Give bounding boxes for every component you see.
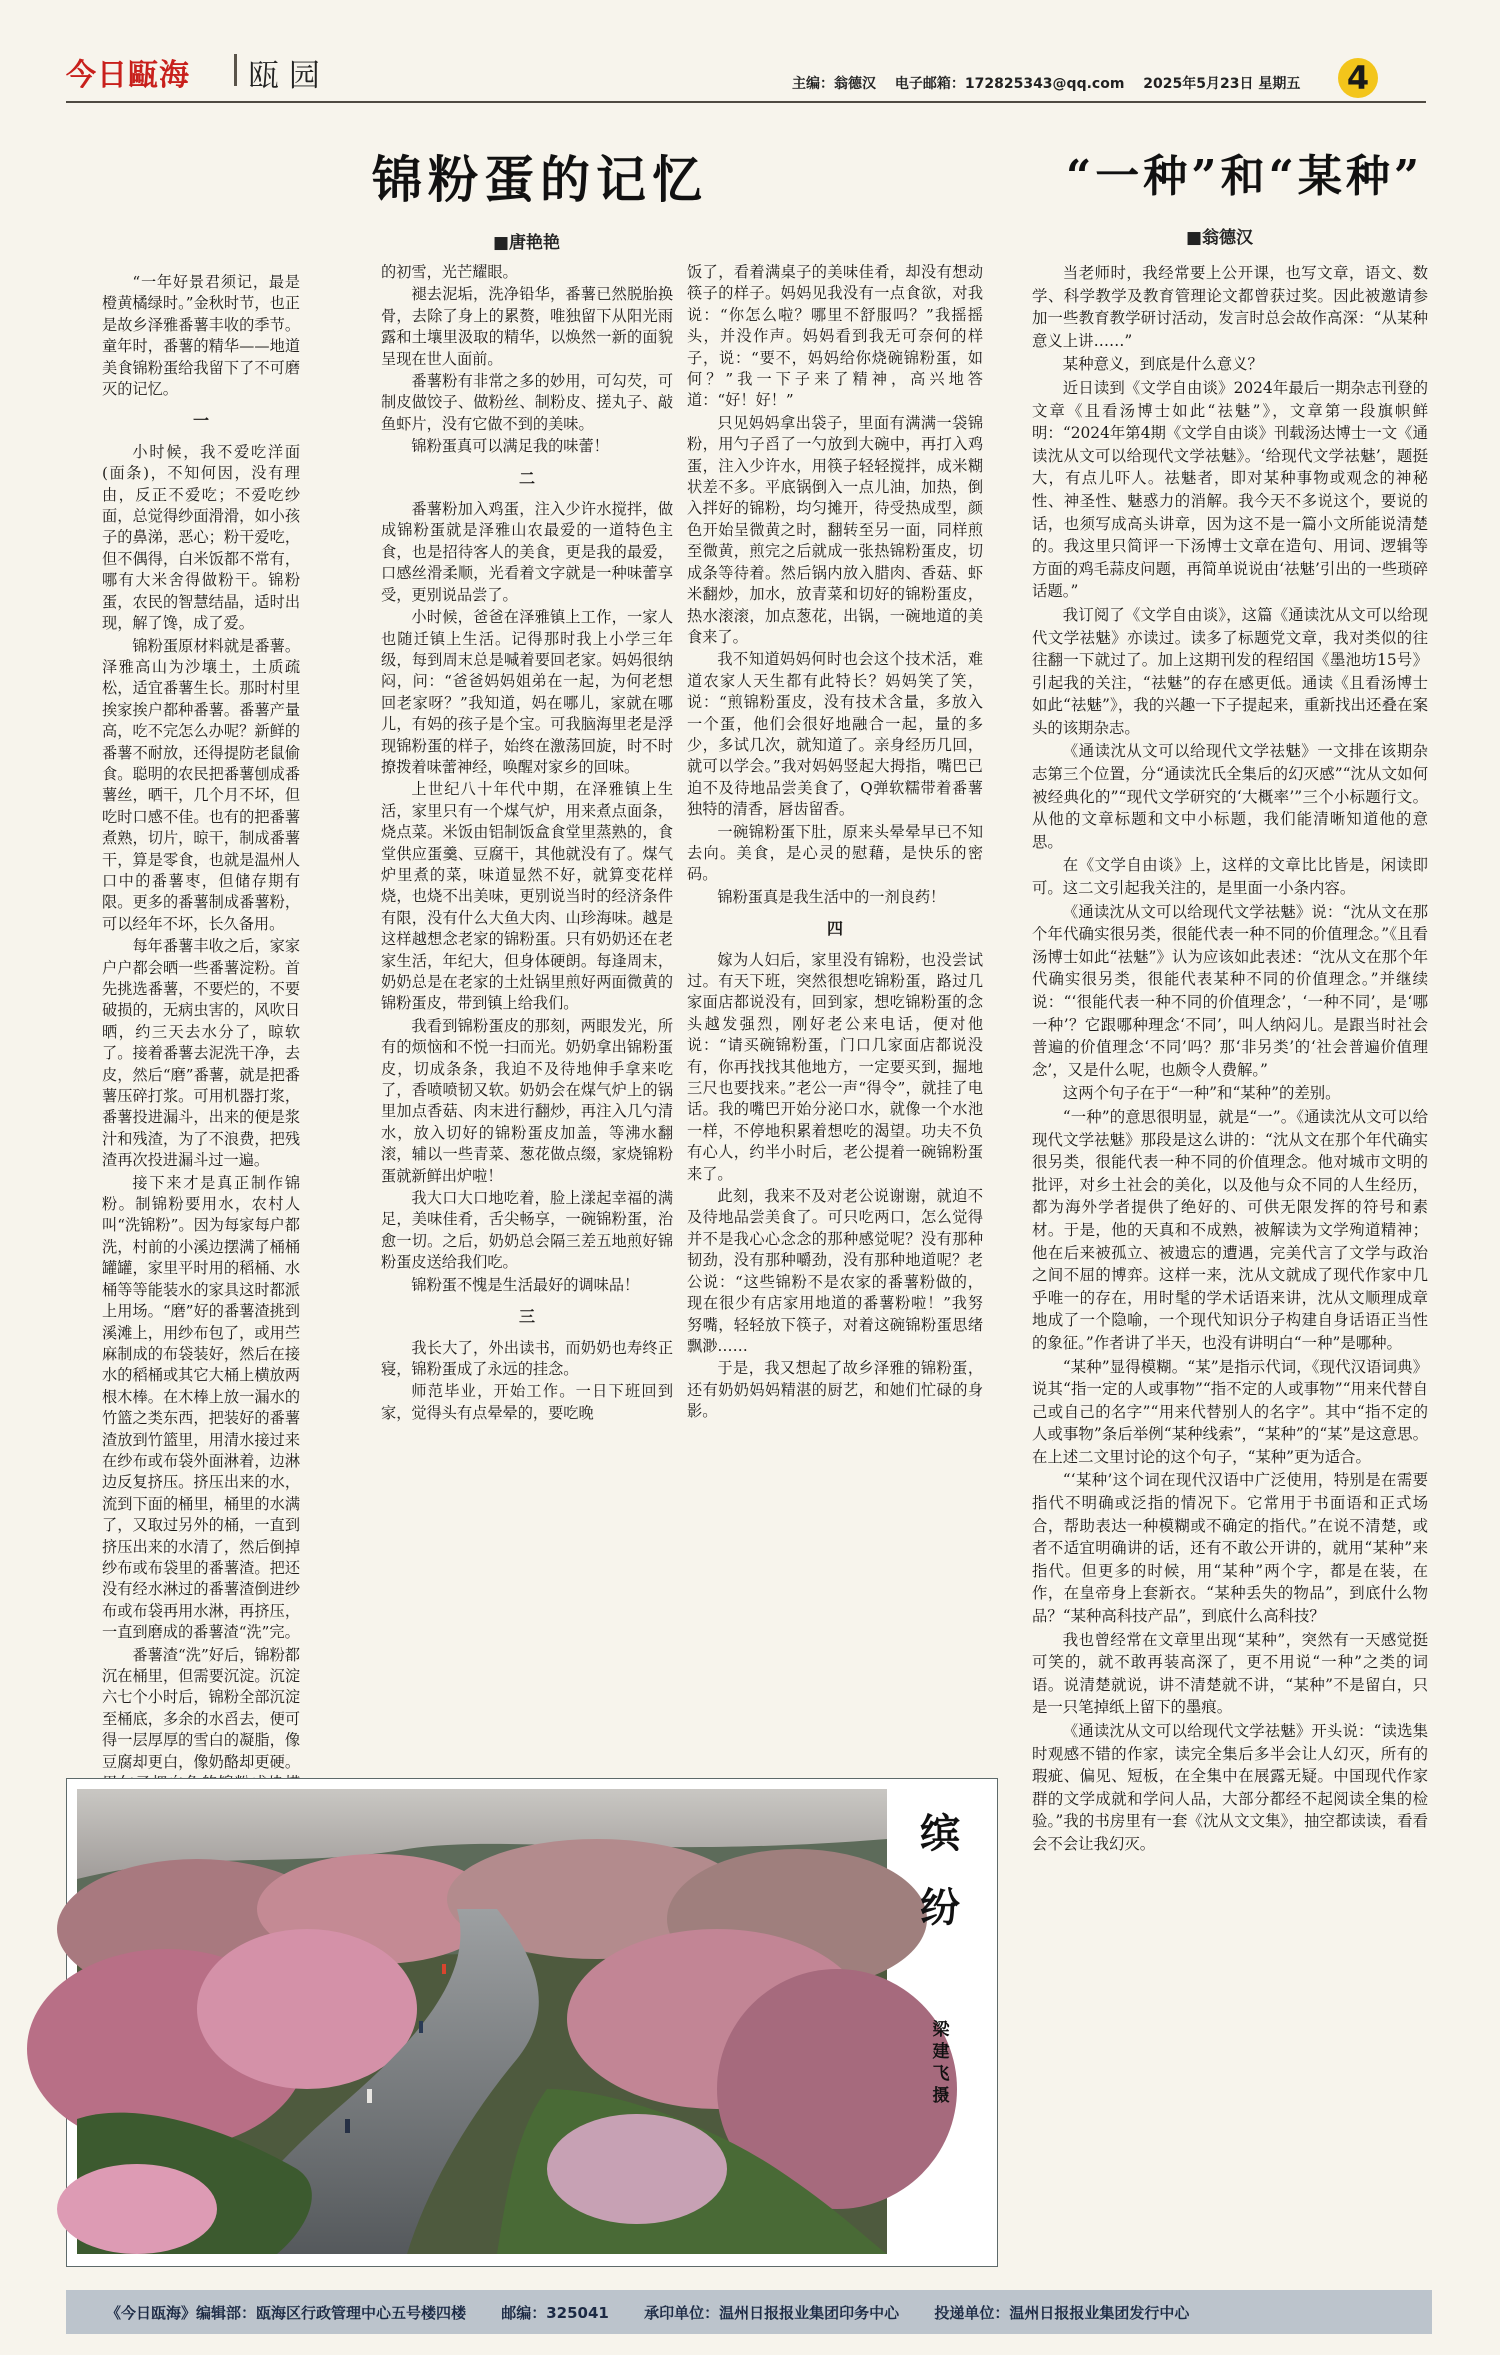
article1-byline: ■唐艳艳	[493, 233, 561, 253]
paragraph: 于是，我又想起了故乡泽雅的锦粉蛋，还有奶奶妈妈精湛的厨艺，和她们忙碌的身影。	[687, 1359, 983, 1421]
paragraph: “‘某种’这个词在现代汉语中广泛使用，特别是在需要指代不明确或泛指的情况下。它常用于书面语和正式场合，帮助表达一种模糊或不确定的指代。”在说不清楚，或者不适宜明确讲的话，还有不敢公开讲的，就用“某种”来指代。但更多的时候，用“某种”两个字，都是在装，在作，在皇帝身上套新衣。“某种丢失的物品”，到底什么物品？“某种高科技产品”，到底什么高科技？	[1032, 1471, 1428, 1626]
section-numeral: 一	[192, 411, 209, 431]
paragraph: 接下来才是真正制作锦粉。制锦粉要用水，农村人叫“洗锦粉”。因为每家每户都洗，村前的小溪边摆满了桶桶罐罐，家里平时用的稻桶、水桶等等能装水的家具这时都派上用场。“磨”好的番薯渣挑到溪滩上，用纱布包了，或用苎麻制成的布袋装好，然后在接水的稻桶或其它大桶上横放两根木棒。在木棒上放一漏水的竹篮之类东西，把装好的番薯渣放到竹篮里，用清水接过来在纱布或布袋外面淋着，边淋边反复挤压。挤压出来的水，流到下面的桶里，桶里的水满了，又取过另外的桶，一直到挤压出来的水清了，然后倒掉纱布或布袋里的番薯渣。把还没有经水淋过的番薯渣倒进纱布或布袋再用水淋，再挤压，一直到磨成的番薯渣“洗”完。	[102, 1173, 300, 1642]
footer-bar	[66, 2290, 1432, 2334]
article1-title: 锦粉蛋的记忆	[372, 150, 708, 209]
paragraph: 此刻，我来不及对老公说谢谢，就迫不及待地品尝美食了。可只吃两口，怎么觉得并不是我心心念念的那种感觉呢？没有那种韧劲，没有那种嚼劲，没有那种地道呢？老公说：“这些锦粉不是农家的番薯粉做的，现在很少有店家用地道的番薯粉啦！”我努努嘴，轻轻放下筷子，对着这碗锦粉蛋思绪飘渺……	[687, 1187, 983, 1355]
paragraph: 《通读沈从文可以给现代文学祛魅》开头说：“读选集时观感不错的作家，读完全集后多半会让人幻灭，所有的瑕疵、偏见、短板，在全集中在展露无疑。中国现代作家群的文学成就和学问人品，大部分都经不起阅读全集的检验。”我的书房里有一套《沈从文文集》，抽空都读读，看看会不会让我幻灭。	[1032, 1722, 1428, 1853]
article1-column-1	[102, 272, 300, 1771]
paper-logo: 今日甌海	[66, 58, 190, 93]
paragraph: 当老师时，我经常要上公开课，也写文章，语文、数学、科学教学及教育管理论文都曾获过奖。因此被邀请参加一些教育教学研讨活动，发言时总会故作高深：“从某种意义上讲……”	[1032, 264, 1428, 350]
paragraph: 我大口大口地吃着，脸上漾起幸福的满足，美味佳肴，舌尖畅享，一碗锦粉蛋，治愈一切。之后，奶奶总会隔三差五地煎好锦粉蛋皮送给我们吃。	[381, 1189, 673, 1272]
paragraph: 的初雪，光芒耀眼。	[381, 263, 518, 281]
paragraph: 一碗锦粉蛋下肚，原来头晕晕早已不知去向。美食，是心灵的慰藉，是快乐的密码。	[687, 822, 983, 884]
paragraph: 每年番薯丰收之后，家家户户都会晒一些番薯淀粉。首先挑选番薯，不要烂的，不要破损的，无病虫害的，风吹日晒，约三天去水分了，晾软了。接着番薯去泥洗干净，去皮，然后“磨”番薯，就是把番薯压碎打浆。可用机器打浆，番薯投进漏斗，出来的便是浆汁和残渣，为了不浪费，把残渣再次投进漏斗过一遍。	[102, 937, 300, 1170]
footer-editorial: 《今日瓯海》编辑部：瓯海区行政管理中心五号楼四楼	[106, 2304, 467, 2322]
header-info	[792, 73, 1314, 93]
article2-title: “一种”和“某种”	[1066, 151, 1424, 202]
email-label: 电子邮箱：172825343@qq.com	[894, 76, 1125, 92]
masthead-divider	[234, 54, 237, 86]
paragraph: “一种”的意思很明显，就是“一”。《通读沈从文可以给现代文学祛魅》那段是这么讲的：“沈从文在那个年代确实很另类，很能代表一种不同的价值理念。他对城市文明的批评，对乡土社会的美化，以及他与众不同的人生经历，都为海外学者提供了绝好的、可供无限发挥的符号和素材。于是，他的天真和不成熟，被解读为文学殉道精神；他在后来被孤立、被遗忘的遭遇，完美代言了文学与政治之间不屈的博弈。这样一来，沈从文就成了现代作家中几乎唯一的存在，用时髦的学术话语来讲，沈从文顺理成章地成了一个隐喻，一个现代知识分子构建自身话语正当性的象征。”作者讲了半天，也没有讲明白“一种”是哪种。	[1032, 1107, 1428, 1352]
paragraph: 番薯粉加入鸡蛋，注入少许水搅拌，做成锦粉蛋就是泽雅山农最爱的一道特色主食，也是招待客人的美食，更是我的最爱，口感丝滑柔顺，光看着文字就是一种味蕾享受，更别说品尝了。	[381, 500, 673, 604]
paragraph: 小时候，我不爱吃洋面(面条)，不知何因，没有理由，反正不爱吃；不爱吃纱面，总觉得纱面滑滑，如小孩子的鼻涕，恶心；粉干爱吃，但不偶得，白米饭都不常有，哪有大米舍得做粉干。锦粉蛋，农民的智慧结晶，适时出现，解了馋，成了爱。	[102, 442, 300, 633]
footer-distributor: 投递单位：温州日报报业集团发行中心	[934, 2304, 1190, 2322]
paragraph: 小时候，爸爸在泽雅镇上工作，一家人也随迁镇上生活。记得那时我上小学三年级，每到周末总是喊着要回老家。妈妈很纳闷，问：“爸爸妈妈姐弟在一起，为何老想回老家呀？”我知道，妈在哪儿，家就在哪儿，有妈的孩子是个宝。可我脑海里老是浮现锦粉蛋的样子，始终在激荡回旋，时不时撩拨着味蕾神经，唤醒对家乡的回味。	[381, 608, 673, 776]
section-numeral: 四	[826, 919, 843, 939]
section-numeral: 三	[518, 1307, 535, 1327]
footer-postcode: 邮编：325041	[501, 2304, 609, 2322]
paragraph: 褪去泥垢，洗净铅华，番薯已然脱胎换骨，去除了身上的累赘，唯独留下从阳光雨露和土壤里汲取的精华，以焕然一新的面貌呈现在世人面前。	[381, 285, 673, 368]
paragraph: 锦粉蛋原材料就是番薯。泽雅高山为沙壤土，土质疏松，适宜番薯生长。那时村里挨家挨户都种番薯。番薯产量高，吃不完怎么办呢？新鲜的番薯不耐放，还得提防老鼠偷食。聪明的农民把番薯刨成番薯丝，晒干，几个月不坏，但吃时口感不佳。也有的把番薯煮熟，切片，晾干，制成番薯干，算是零食，也就是温州人口中的番薯枣，但储存期有限。更多的番薯制成番薯粉，可以经年不坏，长久备用。	[102, 636, 300, 933]
editor-label: 主编：翁德汉	[792, 76, 876, 92]
photo-credit: 梁建飞 摄	[932, 2020, 950, 2106]
article2-column	[1032, 262, 1428, 2282]
date-label: 2025年5月23日 星期五	[1143, 76, 1301, 92]
paragraph: 番薯粉有非常之多的妙用，可勾芡，可制皮做饺子、做粉丝、制粉皮、搓丸子、敲鱼虾片，没有它做不到的美味。	[381, 372, 673, 433]
paragraph: 《通读沈从文可以给现代文学祛魅》一文排在该期杂志第三个位置，分“通读沈氏全集后的幻灭感”“沈从文如何被经典化的”“现代文学研究的‘大概率’”三个小标题行文。从他的文章标题和文中小标题，我们能清晰知道他的意思。	[1032, 742, 1428, 851]
footer-text	[106, 2302, 1219, 2323]
page-number-badge: 4	[1338, 58, 1378, 98]
header-rule	[66, 101, 1426, 103]
photo-title: 缤纷	[920, 1810, 960, 1931]
paragraph: 我也曾经常在文章里出现“某种”，突然有一天感觉挺可笑的，就不敢再装高深了，更不用说“一种”之类的词语。说清楚就说，讲不清楚就不讲，“某种”不是留白，只是一只笔掉纸上留下的墨痕。	[1032, 1630, 1428, 1717]
paragraph: 我订阅了《文学自由谈》，这篇《通读沈从文可以给现代文学祛魅》亦读过。读多了标题党文章，我对类似的往往翻一下就过了。加上这期刊发的程绍国《墨池坊15号》引起我的关注，“祛魅”的存在感更低。通读《且看汤博士如此“祛魅”》，我的兴趣一下子提起来，重新找出还叠在案头的该期杂志。	[1032, 605, 1428, 737]
article1-column-3	[687, 262, 983, 1764]
paragraph: 锦粉蛋真可以满足我的味蕾！	[411, 437, 609, 456]
paragraph: “一年好景君须记，最是橙黄橘绿时。”金秋时节，也正是故乡泽雅番薯丰收的季节。童年时，番薯的精华——地道美食锦粉蛋给我留下了不可磨灭的记忆。	[102, 273, 300, 399]
paragraph: “某种”显得模糊。“某”是指示代词，《现代汉语词典》说其“指一定的人或事物”“指不定的人或事物”“用来代替自己或自己的名字”“用来代替别人的名字”。其中“指不定的人或事物”条后举例“某种线索”，“某种”的“某”是这意思。在上述二文里讨论的这个句子，“某种”更为适合。	[1032, 1357, 1428, 1466]
paragraph: 嫁为人妇后，家里没有锦粉，也没尝试过。有天下班，突然很想吃锦粉蛋，路过几家面店都说没有，回到家，想吃锦粉蛋的念头越发强烈，刚好老公来电话，便对他说：“请买碗锦粉蛋，门口几家面店都说没有，你再找找其他地方，一定要买到，掘地三尺也要找来。”老公一声“得令”，就挂了电话。我的嘴巴开始分泌口水，就像一个水池一样，不停地积累着想吃的渴望。功夫不负有心人，约半小时后，老公提着一碗锦粉蛋来了。	[687, 950, 983, 1183]
paragraph: 在《文学自由谈》上，这样的文章比比皆是，闲读即可。这二文引起我关注的，是里面一小条内容。	[1032, 856, 1428, 898]
photo-frame	[66, 1778, 998, 2267]
paragraph: 《通读沈从文可以给现代文学祛魅》说：“沈从文在那个年代确实很另类，很能代表一种不同的价值理念。”《且看汤博士如此“祛魅”》认为应该如此表述：“沈从文在那个年代确实很另类，很能代表某种不同的价值理念。”并继续说：“‘很能代表一种不同的价值理念’，‘一种不同’，是‘哪一种’？它跟哪种理念‘不同’，叫人纳闷儿。是跟当时社会普遍的价值理念‘不同’吗？那‘非另类’的‘社会普遍价值理念’，又是什么呢，也颇令人费解。”	[1032, 902, 1428, 1079]
article1-column-2	[381, 262, 673, 1764]
paragraph: 锦粉蛋真是我生活中的一剂良药！	[717, 887, 946, 906]
footer-printer: 承印单位：温州日报报业集团印务中心	[644, 2304, 900, 2322]
paragraph: 这两个句子在于“一种”和“某种”的差别。	[1062, 1084, 1341, 1103]
paragraph: 师范毕业，开始工作。一日下班回到家，觉得头有点晕晕的，要吃晚	[381, 1382, 673, 1422]
paragraph: 番薯渣“洗”好后，锦粉都沉在桶里，但需要沉淀。沉淀六七个小时后，锦粉全部沉淀至桶底，多余的水舀去，便可得一层厚厚的雪白的凝脂，像豆腐却更白，像奶酪却更硬。	[102, 1645, 300, 1771]
paragraph: 我长大了，外出读书，而奶奶也寿终正寝，锦粉蛋成了永远的挂念。	[381, 1338, 673, 1378]
paragraph: 饭了，看着满桌子的美味佳肴，却没有想动筷子的样子。妈妈见我没有一点食欲，对我说：“你怎么啦？哪里不舒服吗？”我摇摇头，并没作声。妈妈看到我无可奈何的样子，说：“要不，妈妈给你烧碗锦粉蛋，如何？”我一下子来了精神，高兴地答道：“好！好！”	[687, 263, 983, 410]
article2-byline: ■翁德汉	[1186, 228, 1254, 248]
paragraph: 锦粉蛋不愧是生活最好的调味品！	[411, 1275, 640, 1294]
park-photo	[77, 1789, 887, 2254]
section-name: 瓯 园	[248, 58, 320, 94]
paragraph: 上世纪八十年代中期，在泽雅镇上生活，家里只有一个煤气炉，用来煮点面条，烧点菜。米饭由铝制饭盒食堂里蒸熟的，食堂供应蛋羹、豆腐干，其他就没有了。煤气炉里煮的菜，味道显然不好，就算变花样烧，也烧不出美味，更别说当时的经济条件有限，没有什么大鱼大肉、山珍海味。越是这样越想念老家的锦粉蛋。只有奶奶还在老家生活，年纪大，但身体硬朗。每逢周末，奶奶总是在老家的土灶锅里煎好两面微黄的锦粉蛋皮，带到镇上给我们。	[381, 780, 673, 1013]
paragraph: 某种意义，到底是什么意义？	[1062, 355, 1263, 374]
paragraph: 我看到锦粉蛋皮的那刻，两眼发光，所有的烦恼和不悦一扫而光。奶奶拿出锦粉蛋皮，切成条条，我迫不及待地伸手拿来吃了，香喷喷韧又软。奶奶会在煤气炉上的锅里加点香菇、肉末进行翻炒，再注入几勺清水，放入切好的锦粉蛋皮加盖，等沸水翻滚，辅以一些青菜、葱花做点缀，家烧锦粉蛋就新鲜出炉啦！	[381, 1016, 673, 1185]
section-numeral: 二	[518, 468, 535, 488]
paragraph: 我不知道妈妈何时也会这个技术活，难道农家人天生都有此特长？妈妈笑了笑，说：“煎锦粉蛋皮，没有技术含量，多放入一个蛋，他们会很好地融合一起，量的多少，多试几次，就知道了。亲身经历几回，就可以学会。”我对妈妈竖起大拇指，嘴巴已迫不及待地品尝美食了，Q弹软糯带着番薯独特的清香，唇齿留香。	[687, 650, 983, 819]
paragraph: 只见妈妈拿出袋子，里面有满满一袋锦粉，用勺子舀了一勺放到大碗中，再打入鸡蛋，注入少许水，用筷子轻轻搅拌，成米糊状差不多。平底锅倒入一点儿油，加热，倒入拌好的锦粉，均匀摊开，待受热成型，颜色开始呈微黄之时，翻转至另一面，同样煎至微黄，煎完之后就成一张热锦粉蛋皮，切成条等待着。然后锅内放入腊肉、香菇、虾米翻炒，加水，放青菜和切好的锦粉蛋皮，热水滚滚，加点葱花，出锅，一碗地道的美食来了。	[687, 413, 983, 646]
paragraph: 近日读到《文学自由谈》2024年最后一期杂志刊登的文章《且看汤博士如此“祛魅”》，文章第一段旗帜鲜明：“2024年第4期《文学自由谈》刊载汤达博士一文《通读沈从文可以给现代文学祛魅》。‘给现代文学祛魅’，题挺大，有点儿吓人。祛魅者，即对某种事物或观念的神秘性、神圣性、魅惑力的消解。我今天不多说这个，要说的话，也须写成高头讲章，因为这不是一篇小文所能说清楚的。我这里只简评一下汤博士文章在造句、用词、逻辑等方面的鸡毛蒜皮问题，再简单说说由‘祛魅’引出的一些琐碎话题。”	[1032, 378, 1428, 601]
